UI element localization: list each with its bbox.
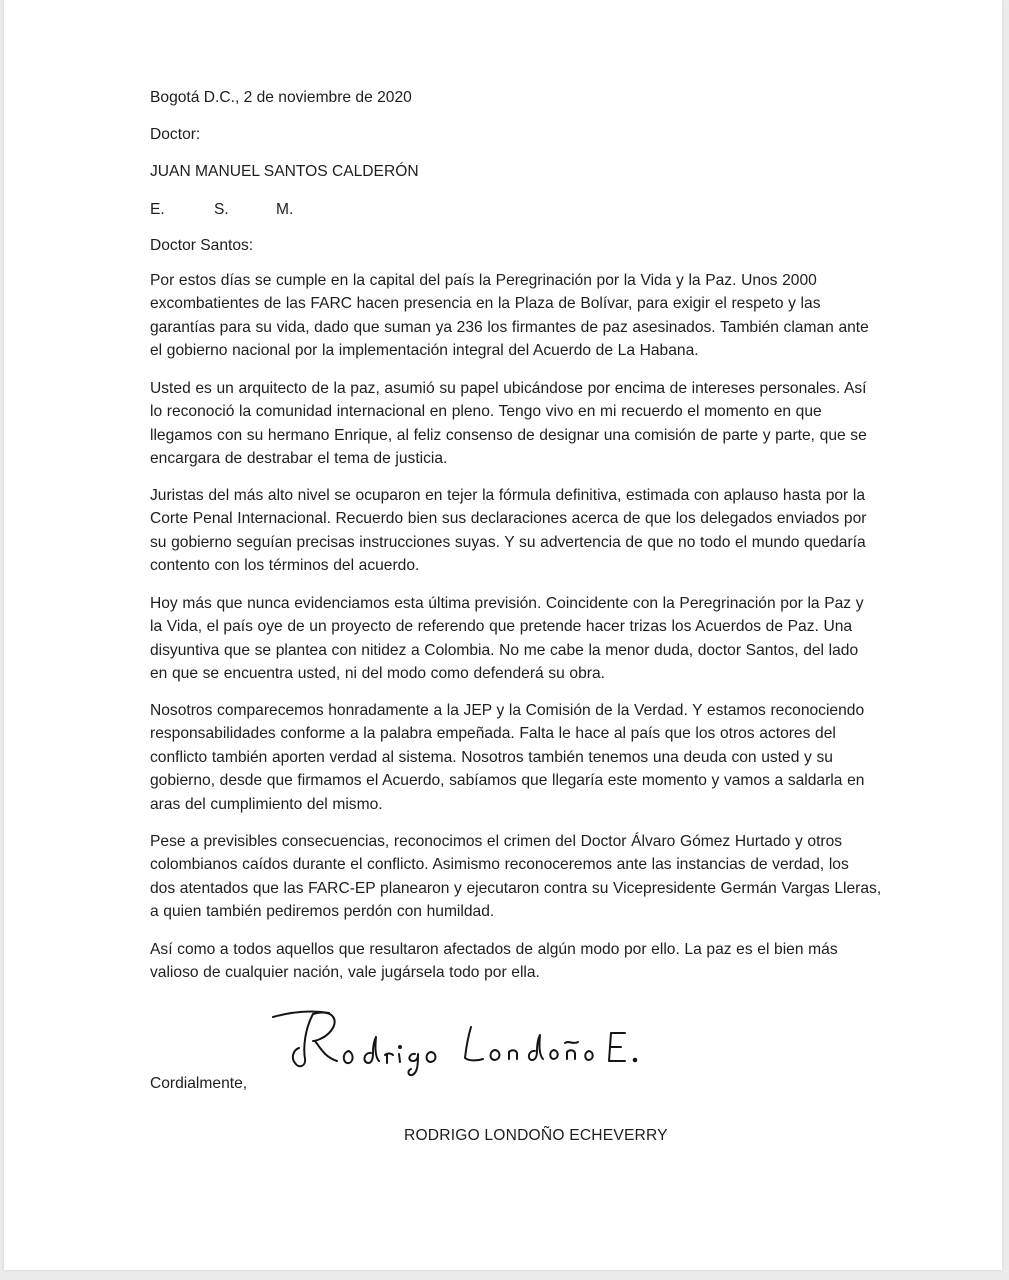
paragraph-line: Por estos días se cumple en la capital del país la Peregrinación por la Vida y la Paz. Unos 2000: [150, 272, 817, 289]
paragraph-line: dos atentados que las FARC-EP planearon y ejecutaron contra su Vicepresidente Germán Vargas Lleras,: [150, 879, 882, 897]
closing: Cordialmente,: [150, 1075, 248, 1092]
paragraph-line: colombianos caídos durante el conflicto. Asimismo reconoceremos ante las instancias de verdad, los: [150, 856, 849, 874]
paragraph-line: responsabilidades conforme a la palabra empeñada. Falta le hace al país que los otros actores del: [150, 725, 836, 743]
paragraph-line: lo reconoció la comunidad internacional en pleno. Tengo vivo en mi recuerdo el momento en que: [150, 403, 822, 421]
handwritten-signature: [269, 1003, 659, 1078]
paragraph-line: disyuntiva que se plantea con nitidez a Colombia. No me cabe la menor duda, doctor Santos, del lado: [150, 641, 859, 659]
recipient-name: JUAN MANUEL SANTOS CALDERÓN: [150, 163, 419, 180]
paragraph-line: excombatientes de las FARC hacen presencia en la Plaza de Bolívar, para exigir el respeto y las: [150, 295, 821, 313]
paragraph-7: [150, 938, 895, 985]
paragraph-line: valioso de cualquier nación, vale jugársela todo por ella.: [150, 964, 540, 982]
paragraph-6: [150, 830, 895, 924]
letter-page: [4, 0, 1002, 1270]
paragraph-line: Corte Penal Internacional. Recuerdo bien sus declaraciones acerca de que los delegados enviados por: [150, 510, 867, 528]
paragraph-line: conflicto también aporten verdad al sistema. Nosotros también tenemos una deuda con usted y su: [150, 748, 833, 766]
paragraph-line: su gobierno seguían precisas instrucciones suyas. Y su advertencia de que no todo el mundo quedaría: [150, 533, 866, 551]
paragraph-5: [150, 699, 895, 816]
paragraph-line: gobierno, desde que firmamos el Acuerdo, sabíamos que llegaría este momento y vamos a saldarla en: [150, 772, 865, 790]
esm-m: M.: [276, 201, 294, 218]
salutation-title: Doctor:: [150, 126, 201, 143]
paragraph-2: [150, 377, 895, 471]
paragraph-line: Hoy más que nunca evidenciamos esta última previsión. Coincidente con la Peregrinación por la Paz y: [150, 595, 864, 612]
greeting: Doctor Santos:: [150, 237, 254, 254]
paragraph-line: Así como a todos aquellos que resultaron afectados de algún modo por ello. La paz es el bien más: [150, 941, 838, 958]
paragraph-line: el gobierno nacional por la implementación integral del Acuerdo de La Habana.: [150, 342, 699, 360]
paragraph-1: [150, 269, 895, 363]
paragraph-3: [150, 484, 895, 578]
paragraph-line: Usted es un arquitecto de la paz, asumió su papel ubicándose por encima de intereses personales. Así: [150, 380, 867, 397]
paragraph-line: aras del cumplimiento del mismo.: [150, 795, 383, 813]
paragraph-line: Juristas del más alto nivel se ocuparon en tejer la fórmula definitiva, estimada con aplauso hasta por la: [150, 487, 866, 504]
paragraph-line: llegamos con su hermano Enrique, al feliz consenso de designar una comisión de parte y parte, que se: [150, 426, 867, 444]
esm-e: E.: [150, 201, 165, 218]
esm-s: S.: [214, 201, 229, 218]
paragraph-line: contento con los términos del acuerdo.: [150, 557, 420, 575]
paragraph-line: Nosotros comparecemos honradamente a la JEP y la Comisión de la Verdad. Y estamos reconociendo: [150, 702, 865, 719]
paragraph-line: en que se encuentra usted, ni del modo como defenderá su obra.: [150, 665, 605, 683]
paragraph-line: a quien también pediremos perdón con humildad.: [150, 903, 495, 921]
paragraph-line: garantías para su vida, dado que suman ya 236 los firmantes de paz asesinados. También claman ante: [150, 318, 869, 336]
paragraph-4: [150, 592, 895, 686]
paragraph-line: la Vida, el país oye de un proyecto de referendo que pretende hacer trizas los Acuerdos de Paz. Una: [150, 618, 853, 636]
paragraph-line: Pese a previsibles consecuencias, reconocimos el crimen del Doctor Álvaro Gómez Hurtado y otros: [150, 833, 843, 850]
place-date: Bogotá D.C., 2 de noviembre de 2020: [150, 89, 412, 106]
paragraph-line: encargara de destrabar el tema de justicia.: [150, 450, 448, 468]
signer-name: RODRIGO LONDOÑO ECHEVERRY: [404, 1126, 668, 1144]
